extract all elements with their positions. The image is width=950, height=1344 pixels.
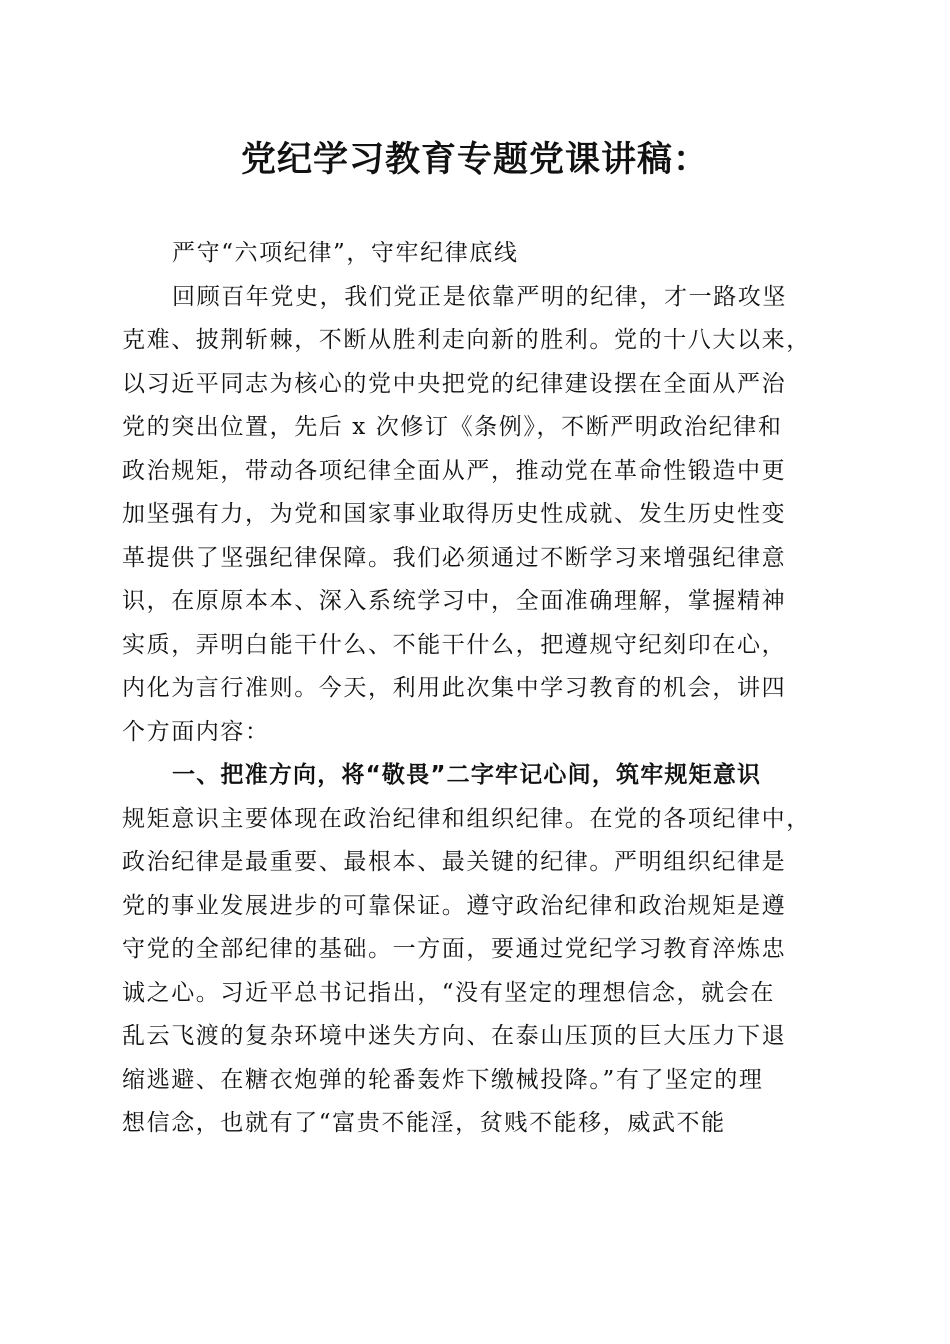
- document-title: 党纪学习教育专题党课讲稿：: [240, 139, 709, 180]
- paragraph-line: 内化为言行准则。今天，利用此次集中学习教育的机会，讲四: [122, 675, 787, 701]
- paragraph-line: 实质，弄明白能干什么、不能干什么，把遵规守纪刻印在心，: [122, 631, 787, 658]
- paragraph-line: 克难、披荆斩棘，不断从胜利走向新的胜利。党的十八大以来，: [122, 327, 811, 353]
- paragraph-line: 党的事业发展进步的可靠保证。遵守政治纪律和政治规矩是遵: [122, 892, 787, 919]
- paragraph-line: 缩逃避、在糖衣炮弹的轮番轰炸下缴械投降。”有了坚定的理: [122, 1066, 764, 1093]
- paragraph-line: 守党的全部纪律的基础。一方面，要通过党纪学习教育淬炼忠: [122, 936, 787, 962]
- paragraph-line: 个方面内容：: [122, 718, 270, 745]
- subtitle-line: 严守“六项纪律”，守牢纪律底线: [172, 240, 519, 266]
- paragraph-line: 想信念，也就有了“富贵不能淫，贫贱不能移，威武不能: [122, 1110, 726, 1136]
- paragraph-line: 政治规矩，带动各项纪律全面从严，推动党在革命性锻造中更: [122, 457, 787, 484]
- paragraph-line: 加坚强有力，为党和国家事业取得历史性成就、发生历史性变: [122, 501, 787, 527]
- paragraph-line: 以习近平同志为核心的党中央把党的纪律建设摆在全面从严治: [122, 370, 787, 397]
- paragraph-line: 诚之心。习近平总书记指出，“没有坚定的理想信念，就会在: [122, 979, 775, 1006]
- paragraph-line: 政治纪律是最重要、最根本、最关键的纪律。严明组织纪律是: [122, 849, 787, 875]
- paragraph-line: 党的突出位置，先后 x 次修订《条例》，不断严明政治纪律和: [122, 414, 783, 440]
- paragraph-line: 识，在原原本本、深入系统学习中，全面准确理解，掌握精神: [122, 588, 787, 614]
- paragraph-line: 革提供了坚强纪律保障。我们必须通过不断学习来增强纪律意: [122, 544, 787, 571]
- section-heading: 一、把准方向，将“敬畏”二字牢记心间，筑牢规矩意识: [172, 762, 762, 788]
- paragraph-line: 规矩意识主要体现在政治纪律和组织纪律。在党的各项纪律中，: [122, 805, 811, 832]
- paragraph-line: 回顾百年党史，我们党正是依靠严明的纪律，才一路攻坚: [172, 283, 787, 310]
- paragraph-line: 乱云飞渡的复杂环境中迷失方向、在泰山压顶的巨大压力下退: [122, 1023, 787, 1049]
- document-body: [122, 232, 824, 1146]
